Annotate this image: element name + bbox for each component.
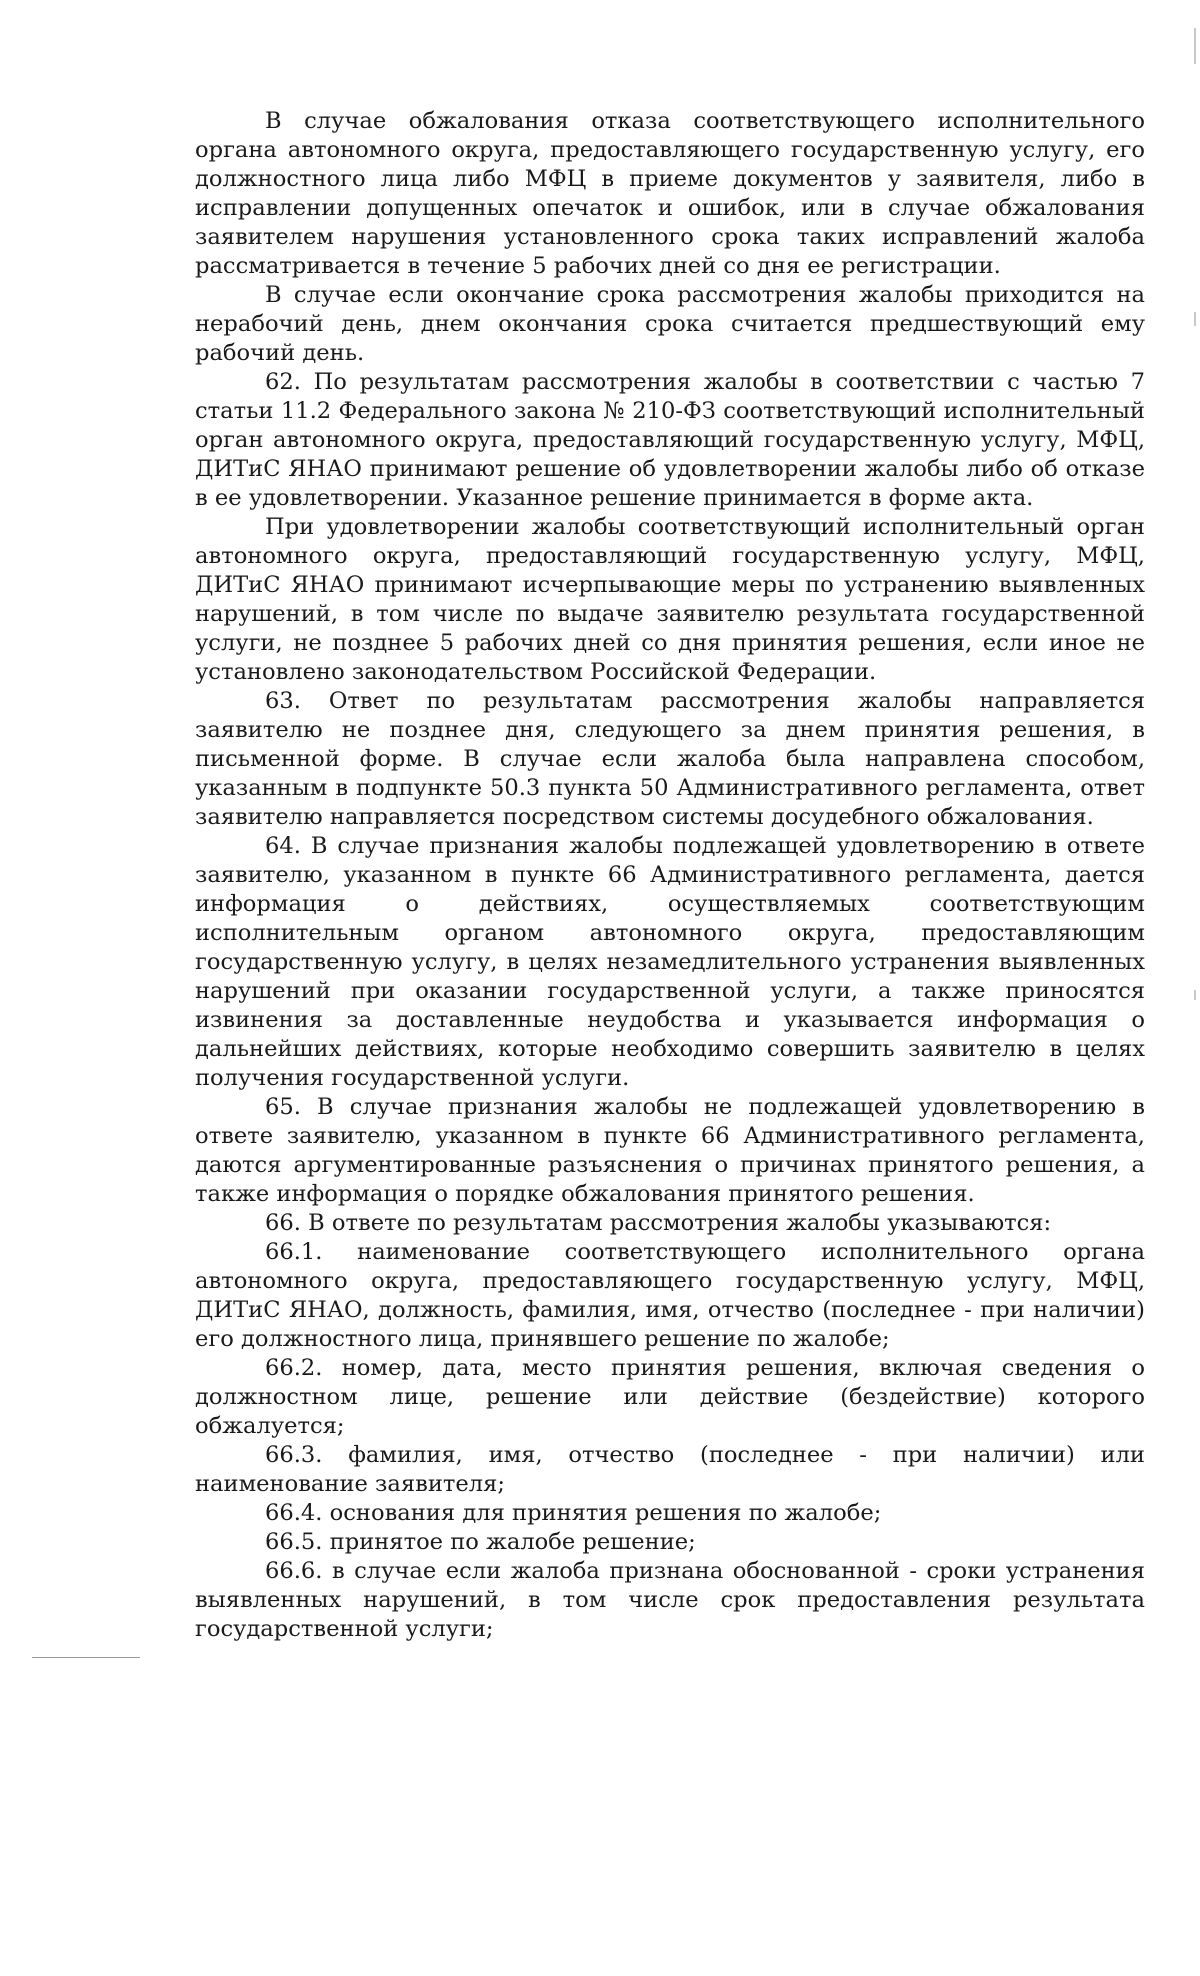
paragraph-64: 64. В случае признания жалобы подлежащей удовлетворению в ответе заявителю, указанном в пункте 66 Административного регламента, дается информация о действиях, осуществляемых соответствующим исполнительным органом автономного округа, предоставляющим государственную услугу, в целях незамедлительного устранения выявленных нарушений при оказании государственной услуги, а также приносятся извинения за доставленные неудобства и указывается информация о дальнейших действиях, которые необходимо совершить заявителю в целях получения государственной услуги. [195,833,1145,1091]
scan-edge-mark [1194,990,1196,1000]
paragraph-deadline-nonworking-day: В случае если окончание срока рассмотрения жалобы приходится на нерабочий день, днем окончания срока считается предшествующий ему рабочий день. [195,282,1145,366]
paragraph-66-5: 66.5. принятое по жалобе решение; [265,1529,696,1555]
paragraph-62: 62. По результатам рассмотрения жалобы в соответствии с частью 7 статьи 11.2 Федерального закона № 210-ФЗ соответствующий исполнительный орган автономного округа, предоставляющий государственную услугу, МФЦ, ДИТиС ЯНАО принимают решение об удовлетворении жалобы либо об отказе в ее удовлетворении. Указанное решение принимается в форме акта. [195,369,1145,511]
scan-edge-mark [1194,28,1196,64]
paragraph-66-6: 66.6. в случае если жалоба признана обоснованной - сроки устранения выявленных нарушений, в том числе срок предоставления результата государственной услуги; [195,1558,1145,1642]
paragraph-62-satisfaction: При удовлетворении жалобы соответствующий исполнительный орган автономного округа, предоставляющий государственную услугу, МФЦ, ДИТиС ЯНАО принимают исчерпывающие меры по устранению выявленных нарушений, в том числе по выдаче заявителю результата государственной услуги, не позднее 5 рабочих дней со дня принятия решения, если иное не установлено законодательством Российской Федерации. [195,514,1145,685]
paragraph-66: 66. В ответе по результатам рассмотрения жалобы указываются: [265,1210,1052,1236]
paragraph-65: 65. В случае признания жалобы не подлежащей удовлетворению в ответе заявителю, указанном в пункте 66 Административного регламента, даются аргументированные разъяснения о причинах принятого решения, а также информация о порядке обжалования принятого решения. [195,1094,1145,1207]
paragraph-66-1: 66.1. наименование соответствующего исполнительного органа автономного округа, предоставляющего государственную услугу, МФЦ, ДИТиС ЯНАО, должность, фамилия, имя, отчество (последнее - при наличии) его должностного лица, принявшего решение по жалобе; [195,1239,1145,1352]
scan-artifact-line [32,1657,140,1658]
document-body [195,107,1145,1644]
scan-edge-mark [1194,312,1196,326]
paragraph-63: 63. Ответ по результатам рассмотрения жалобы направляется заявителю не позднее дня, следующего за днем принятия решения, в письменной форме. В случае если жалоба была направлена способом, указанным в подпункте 50.3 пункта 50 Административного регламента, ответ заявителю направляется посредством системы досудебного обжалования. [195,688,1145,830]
paragraph-66-2: 66.2. номер, дата, место принятия решения, включая сведения о должностном лице, решение или действие (бездействие) которого обжалуется; [195,1355,1145,1439]
paragraph-appeal-refusal: В случае обжалования отказа соответствующего исполнительного органа автономного округа, предоставляющего государственную услугу, его должностного лица либо МФЦ в приеме документов у заявителя, либо в исправлении допущенных опечаток и ошибок, или в случае обжалования заявителем нарушения установленного срока таких исправлений жалоба рассматривается в течение 5 рабочих дней со дня ее регистрации. [195,108,1145,279]
paragraph-66-3: 66.3. фамилия, имя, отчество (последнее - при наличии) или наименование заявителя; [195,1442,1145,1497]
paragraph-66-4: 66.4. основания для принятия решения по жалобе; [265,1500,882,1526]
